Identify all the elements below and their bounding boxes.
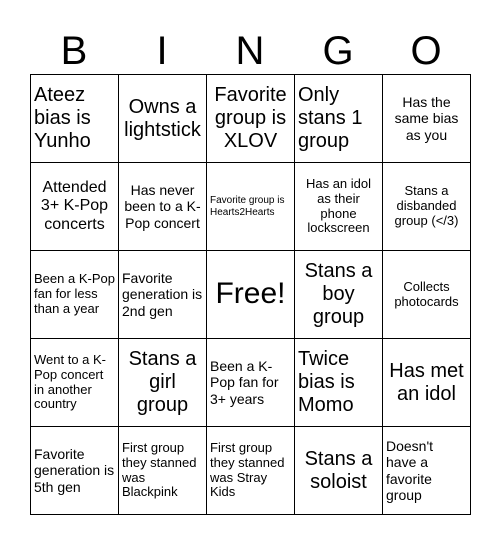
bingo-cell[interactable]: [383, 427, 471, 515]
cell-text: Stans a disbanded group (</3): [394, 183, 459, 228]
bingo-cell[interactable]: [383, 251, 471, 339]
cell-text: Favorite generation is 2nd gen: [122, 270, 203, 319]
bingo-cell[interactable]: [295, 75, 383, 163]
cell-text: Stans a girl group: [128, 348, 197, 416]
cell-text: Doesn't have a favorite group: [386, 438, 434, 503]
bingo-cell[interactable]: [119, 163, 207, 251]
bingo-cell[interactable]: [119, 251, 207, 339]
cell-text: Ateez bias is Yunho: [34, 84, 91, 152]
cell-text: Been a K-Pop fan for less than a year: [34, 271, 115, 316]
bingo-cell[interactable]: [119, 75, 207, 163]
cell-text: Has met an idol: [389, 359, 464, 405]
bingo-cell[interactable]: [295, 251, 383, 339]
cell-text: Went to a K-Pop concert in another country: [34, 351, 107, 412]
cell-text: Has never been to a K-Pop concert: [124, 182, 201, 231]
bingo-cell[interactable]: [295, 339, 383, 427]
cell-text: Been a K-Pop fan for 3+ years: [210, 358, 279, 407]
cell-text: Favorite group is Hearts2Hearts: [210, 195, 285, 218]
bingo-cell[interactable]: [207, 339, 295, 427]
cell-text: Twice bias is Momo: [298, 348, 355, 416]
bingo-cell[interactable]: [31, 251, 119, 339]
cell-text: Attended 3+ K-Pop concerts: [40, 178, 109, 233]
bingo-board: [30, 74, 471, 515]
cell-text: Owns a lightstick: [124, 95, 201, 141]
bingo-cell[interactable]: [295, 427, 383, 515]
cell-text: Favorite group is XLOV: [214, 84, 287, 152]
bingo-cell[interactable]: [31, 427, 119, 515]
bingo-cell[interactable]: [383, 163, 471, 251]
header-letter-g: G: [322, 29, 354, 73]
cell-text: Favorite generation is 5th gen: [34, 446, 115, 495]
bingo-cell[interactable]: [383, 75, 471, 163]
bingo-header: [30, 28, 470, 74]
header-letter-n: N: [235, 29, 265, 73]
bingo-cell[interactable]: [31, 339, 119, 427]
bingo-cell[interactable]: [119, 427, 207, 515]
cell-text: Free!: [215, 277, 286, 311]
bingo-cell[interactable]: [295, 163, 383, 251]
bingo-cell[interactable]: [207, 75, 295, 163]
header-letter-b: B: [60, 29, 88, 73]
cell-text: First group they stanned was Blackpink: [122, 439, 197, 500]
cell-text: First group they stanned was Stray Kids: [210, 439, 285, 500]
bingo-cell[interactable]: [383, 339, 471, 427]
cell-text: Stans a soloist: [304, 447, 373, 493]
bingo-cell[interactable]: [207, 163, 295, 251]
bingo-cell[interactable]: [207, 427, 295, 515]
cell-text: Has an idol as their phone lockscreen: [305, 175, 372, 236]
bingo-cell[interactable]: [119, 339, 207, 427]
bingo-cell[interactable]: [31, 163, 119, 251]
bingo-cell[interactable]: [31, 75, 119, 163]
header-letter-i: I: [156, 29, 168, 73]
header-letter-o: O: [410, 29, 442, 73]
cell-text: Stans a boy group: [304, 260, 373, 328]
free-space[interactable]: [207, 251, 295, 339]
cell-text: Has the same bias as you: [394, 94, 459, 143]
cell-text: Collects photocards: [394, 278, 459, 309]
cell-text: Only stans 1 group: [298, 84, 363, 152]
